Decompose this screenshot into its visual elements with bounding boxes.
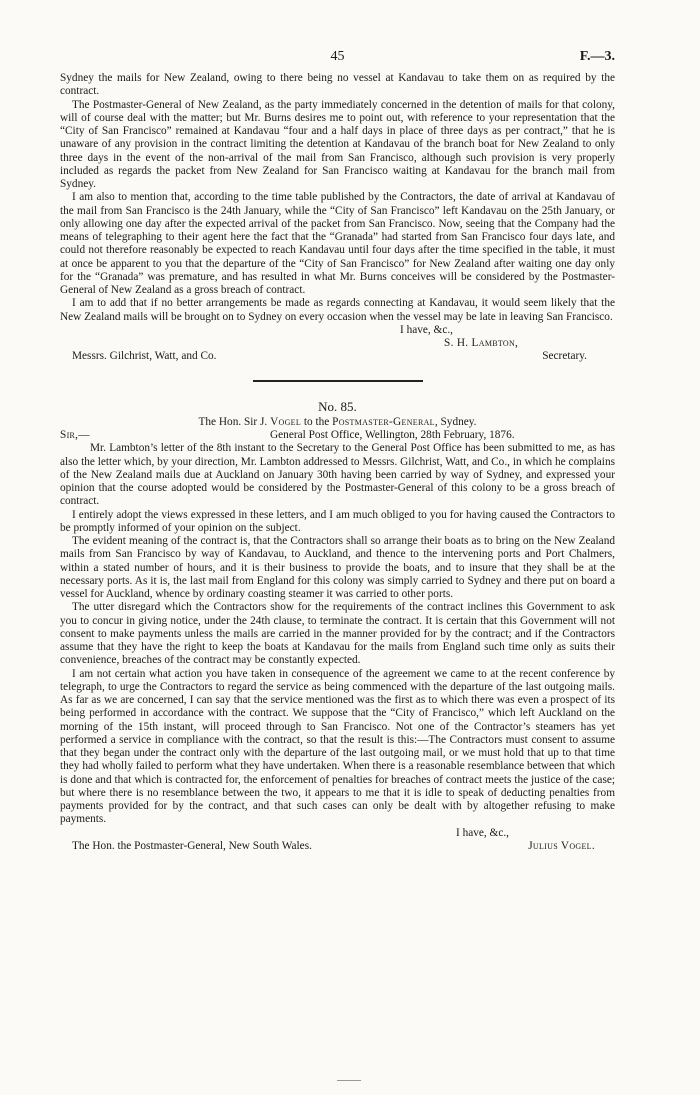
section-code: F.—3.: [579, 49, 615, 64]
paragraph: I entirely adopt the views expressed in these letters, and I am much obliged to you for having caused the Contractors to be promptly informed of your opinion on the subject.: [60, 508, 615, 534]
paragraph: The Postmaster-General of New Zealand, as the party immediately concerned in the detention of mails for that colony, will of course deal with the matter; but Mr. Burns desires me to point out, with reference to your representation that the “City of San Francisco” remained at Kandavau “four and a half days in place of three days as per contract,” that he is unaware of any provision in the contract limiting the detention at Kandavau of the branch boat for New Zealand to only three days in the event of the non-arrival of the mail from San Francisco, although such provision is very properly included as regards the packet from New Zealand for San Francisco waiting at Kandavau for the branch mail from Sydney.: [60, 98, 615, 190]
paragraph: I am not certain what action you have taken in consequence of the agreement we came to at the recent conference by telegraph, to urge the Contractors to regard the service as being commenced with the departure of the last outgoing mails. As far as we are concerned, I can say that the service mentioned was the first as to which there was even a prospect of its being performed in accordance with the contract. We suppose that the “City of Francisco,” which left Auckland on the morning of the 15th instant, will proceed through to San Francisco. Not one of the Contractor’s steamers has yet performed a service in compliance with the contract, so that the result is this:—The Contractors must consent to assume that they began under the contract only with the departure of the last outgoing mail, or we must hold that up to that time they had wholly failed to perform what they have undertaken. When there is a reasonable resemblance between that which is done and that which is contracted for, the enforcement of penalties for breaches of contract meets the justice of the case; but where there is no resemblance between the two, it appears to me that it is idle to speak of deducting penalties from payments provided for by the contract, and that such cases can only be dealt with by altogether refusing to make payments.: [60, 667, 615, 826]
salutation: Sir,—: [60, 429, 90, 441]
dateline: General Post Office, Wellington, 28th February, 1876.: [270, 429, 515, 441]
closing: I have, &c.,: [456, 826, 510, 839]
closing: I have, &c.,: [400, 323, 454, 336]
paragraph: The evident meaning of the contract is, that the Contractors shall so arrange their boats as to bring on the New Zealand mails from San Francisco by way of Kandavau, to Auckland, and thence to the intervening ports and Port Chalmers, within a stated number of hours, and it is their business to provide the boats, and to insure that they shall be at the necessary ports. As it is, the last mail from England for this colony was simply carried to Sydney and there put on board a vessel for Auckland, whence by ordinary coasting steamer it was carried to other ports.: [60, 535, 615, 600]
section-divider: [253, 380, 423, 382]
signatory-title: Secretary.: [542, 350, 587, 363]
letter-lambton: [60, 72, 615, 364]
paragraph: The utter disregard which the Contractors show for the requirements of the contract inclines this Government to ask you to concur in giving notice, under the 24th clause, to terminate the contract. It is certain that this Government will not consent to make payments unless the mails are carried in the manner provided for by the contract; and if the Contractors assume that they have the right to keep the boats at Kandavau for the mails from England such time only as suits their convenience, breaches of the contract may be constantly expected.: [60, 601, 615, 667]
signatory: Julius Vogel.: [528, 839, 595, 852]
addressee: The Hon. the Postmaster-General, New South Wales.: [72, 839, 312, 852]
page-header: [60, 50, 615, 72]
document-page: [60, 50, 615, 853]
paragraph: Sydney the mails for New Zealand, owing to there being no vessel at Kandavau to take them on as required by the contract.: [60, 72, 615, 98]
footer-mark: [337, 1080, 361, 1081]
letter-vogel: [60, 400, 615, 854]
letter-number: No. 85.: [318, 398, 357, 414]
addressee: Messrs. Gilchrist, Watt, and Co.: [72, 350, 217, 363]
letter-heading: The Hon. Sir J. Vogel to the Postmaster-General, Sydney.: [198, 415, 477, 428]
paragraph: I am to add that if no better arrangements be made as regards connecting at Kandavau, it would seem likely that the New Zealand mails will be brought on to Sydney on every occasion when the vessel may be late in leaving San Francisco.: [60, 297, 615, 323]
signatory: S. H. Lambton,: [444, 337, 519, 349]
page-number: 45: [330, 49, 345, 64]
paragraph: I am also to mention that, according to the time table published by the Contractors, the date of arrival at Kandavau of the mail from San Francisco is the 24th January, while the “City of San Francisco” left Kandavau on the 25th January, or only allowing one day after the expected arrival of the packet from San Francisco. Now, seeing that the Company had the means of telegraphing to their agent here the fact that the “Granada” had started from San Francisco four days late, and could not therefore reasonably be expected to reach Kandavau until four days after the time specified in the table, it must at once be apparent to you that the departure of the “City of San Francisco” for New Zealand after waiting one day only for the “Granada” was premature, and has resulted in what Mr. Burns conceives will be considered by the Postmaster-General of New Zealand as a gross breach of contract.: [60, 191, 615, 296]
paragraph: Mr. Lambton’s letter of the 8th instant to the Secretary to the General Post Office has been submitted to me, as has also the letter which, by your direction, Mr. Lambton addressed to Messrs. Gilchrist, Watt, and Co., in which he complains of the New Zealand mails due at Auckland on January 30th having been carried by way of Sydney, and expressed your opinion that the course adopted would be considered by the Postmaster-General of this colony to be a gross breach of contract.: [60, 442, 615, 508]
